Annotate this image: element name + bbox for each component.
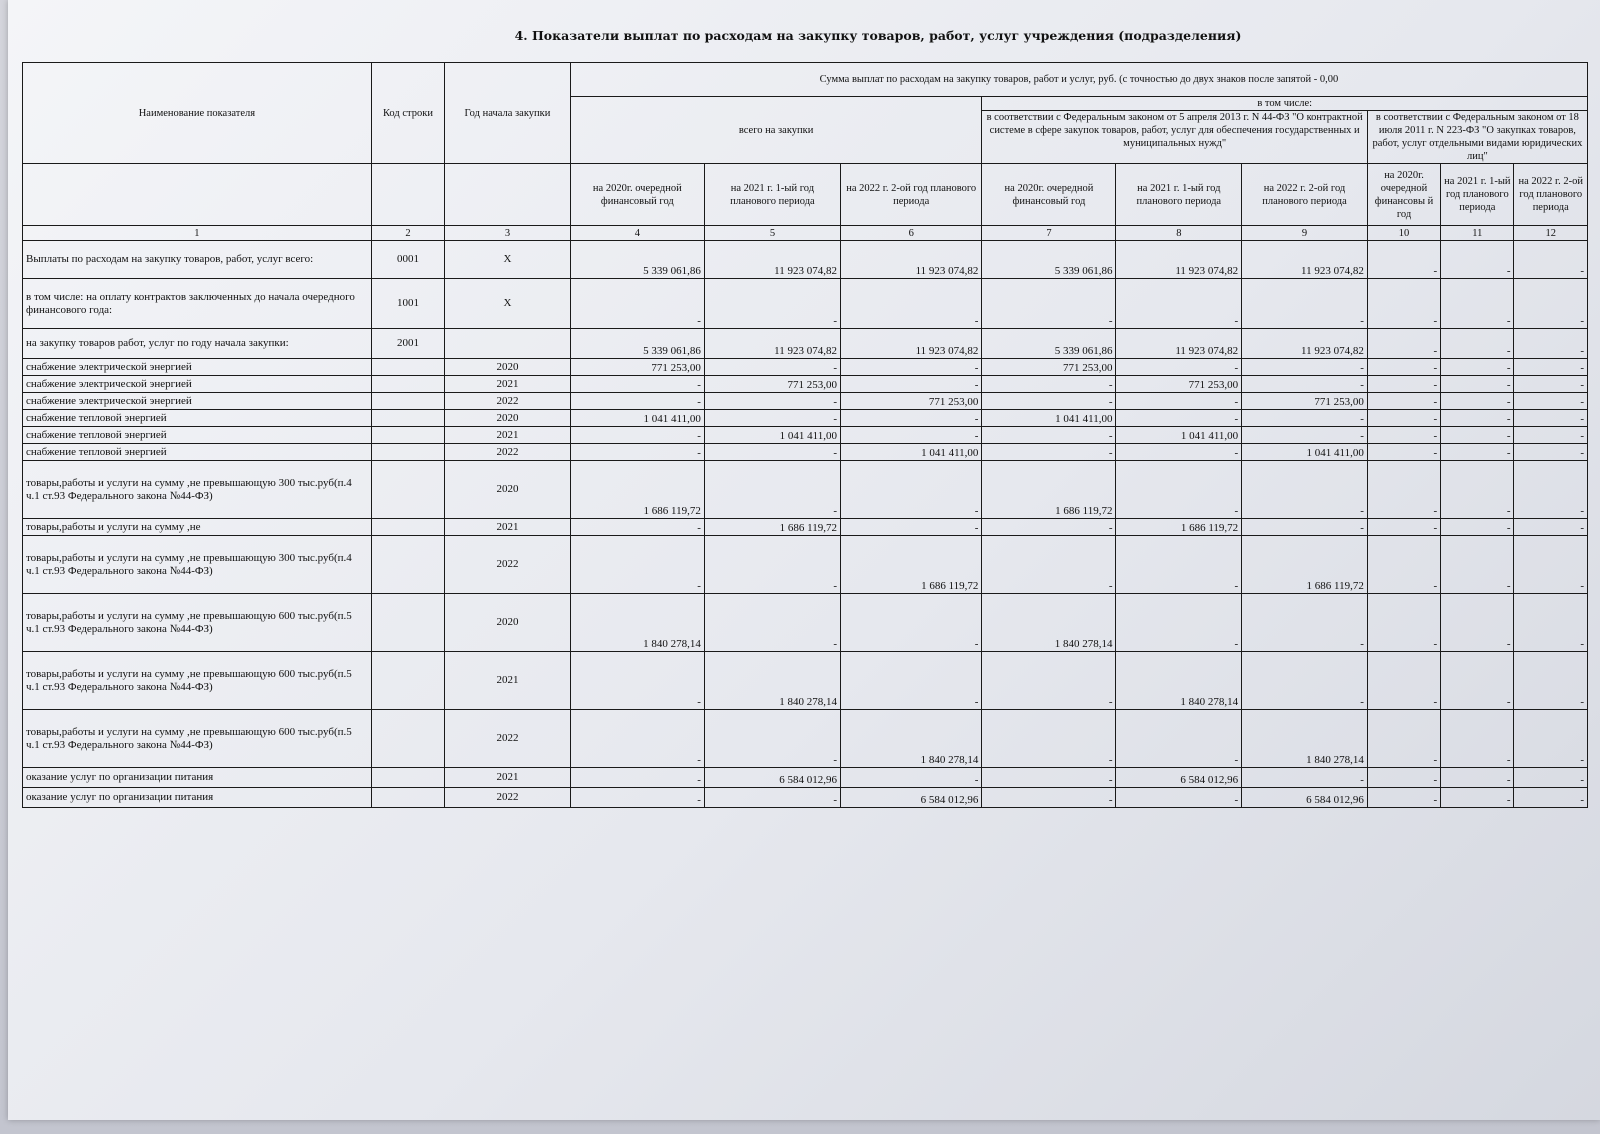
amount-col-10: -	[1367, 393, 1440, 410]
amount-col-10: -	[1367, 427, 1440, 444]
row-code	[371, 594, 444, 652]
purchase-year: 2020	[445, 359, 571, 376]
amount-col-11: -	[1441, 788, 1514, 808]
amount-col-4: -	[570, 536, 704, 594]
amount-col-12: -	[1514, 519, 1588, 536]
row-code	[371, 393, 444, 410]
header-blank-1	[23, 164, 372, 226]
purchase-year: 2020	[445, 461, 571, 519]
purchase-year: 2021	[445, 652, 571, 710]
column-number: 4	[570, 226, 704, 241]
header-col-5: на 2021 г. 1-ый год планового периода	[704, 164, 840, 226]
amount-col-9: -	[1242, 461, 1368, 519]
amount-col-8: 1 041 411,00	[1116, 427, 1242, 444]
amount-col-10: -	[1367, 594, 1440, 652]
column-number: 5	[704, 226, 840, 241]
header-name: Наименование показателя	[23, 63, 372, 164]
amount-col-8: -	[1116, 594, 1242, 652]
amount-col-5: -	[704, 393, 840, 410]
amount-col-10: -	[1367, 241, 1440, 279]
amount-col-12: -	[1514, 461, 1588, 519]
header-code: Код строки	[371, 63, 444, 164]
amount-col-6: 1 840 278,14	[841, 710, 982, 768]
indicator-name: Выплаты по расходам на закупку товаров, работ, услуг всего:	[23, 241, 372, 279]
column-number: 11	[1441, 226, 1514, 241]
amount-col-4: -	[570, 279, 704, 329]
amount-col-11: -	[1441, 444, 1514, 461]
table-row	[23, 768, 1588, 788]
amount-col-6: 1 686 119,72	[841, 536, 982, 594]
amount-col-7: -	[982, 652, 1116, 710]
amount-col-6: -	[841, 427, 982, 444]
amount-col-11: -	[1441, 376, 1514, 393]
purchase-year: 2021	[445, 519, 571, 536]
amount-col-8: -	[1116, 279, 1242, 329]
purchase-year: X	[445, 241, 571, 279]
amount-col-7: -	[982, 519, 1116, 536]
amount-col-9: -	[1242, 519, 1368, 536]
indicator-name: товары,работы и услуги на сумму ,не превышающую 600 тыс.руб(п.5 ч.1 ст.93 Федерального закона №44-ФЗ)	[23, 710, 372, 768]
header-col-8: на 2021 г. 1-ый год планового периода	[1116, 164, 1242, 226]
amount-col-12: -	[1514, 241, 1588, 279]
amount-col-7: -	[982, 788, 1116, 808]
indicator-name: снабжение электрической энергией	[23, 376, 372, 393]
amount-col-8: 1 840 278,14	[1116, 652, 1242, 710]
amount-col-12: -	[1514, 359, 1588, 376]
amount-col-10: -	[1367, 410, 1440, 427]
indicator-name: товары,работы и услуги на сумму ,не	[23, 519, 372, 536]
header-col-11: на 2021 г. 1-ый год планового периода	[1441, 164, 1514, 226]
amount-col-9: -	[1242, 359, 1368, 376]
column-number: 10	[1367, 226, 1440, 241]
amount-col-10: -	[1367, 710, 1440, 768]
row-code	[371, 652, 444, 710]
amount-col-5: -	[704, 788, 840, 808]
column-number: 12	[1514, 226, 1588, 241]
amount-col-4: 1 840 278,14	[570, 594, 704, 652]
amount-col-11: -	[1441, 241, 1514, 279]
amount-col-10: -	[1367, 444, 1440, 461]
column-number: 9	[1242, 226, 1368, 241]
amount-col-11: -	[1441, 279, 1514, 329]
column-number: 3	[445, 226, 571, 241]
amount-col-4: -	[570, 376, 704, 393]
amount-col-7: -	[982, 393, 1116, 410]
amount-col-9: 1 041 411,00	[1242, 444, 1368, 461]
indicator-name: в том числе: на оплату контрактов заключенных до начала очередного финансового года:	[23, 279, 372, 329]
amount-col-9: -	[1242, 652, 1368, 710]
purchase-year: 2021	[445, 768, 571, 788]
amount-col-10: -	[1367, 279, 1440, 329]
amount-col-9: 11 923 074,82	[1242, 241, 1368, 279]
amount-col-5: 1 840 278,14	[704, 652, 840, 710]
amount-col-9: -	[1242, 279, 1368, 329]
table-row	[23, 536, 1588, 594]
amount-col-9: -	[1242, 427, 1368, 444]
row-code	[371, 410, 444, 427]
amount-col-11: -	[1441, 594, 1514, 652]
amount-col-8: 11 923 074,82	[1116, 329, 1242, 359]
amount-col-6: -	[841, 594, 982, 652]
amount-col-7: 5 339 061,86	[982, 241, 1116, 279]
table-row	[23, 427, 1588, 444]
amount-col-4: -	[570, 710, 704, 768]
amount-col-5: -	[704, 359, 840, 376]
amount-col-12: -	[1514, 788, 1588, 808]
amount-col-9: 11 923 074,82	[1242, 329, 1368, 359]
amount-col-11: -	[1441, 359, 1514, 376]
amount-col-10: -	[1367, 768, 1440, 788]
table-body	[23, 241, 1588, 808]
amount-col-9: -	[1242, 376, 1368, 393]
amount-col-11: -	[1441, 710, 1514, 768]
row-code	[371, 444, 444, 461]
amount-col-10: -	[1367, 461, 1440, 519]
table-row	[23, 329, 1588, 359]
amount-col-5: -	[704, 279, 840, 329]
amount-col-11: -	[1441, 652, 1514, 710]
amount-col-10: -	[1367, 519, 1440, 536]
amount-col-11: -	[1441, 329, 1514, 359]
amount-col-7: -	[982, 279, 1116, 329]
amount-col-12: -	[1514, 536, 1588, 594]
amount-col-7: 1 686 119,72	[982, 461, 1116, 519]
amount-col-10: -	[1367, 536, 1440, 594]
column-number: 8	[1116, 226, 1242, 241]
purchase-year: 2022	[445, 444, 571, 461]
amount-col-11: -	[1441, 393, 1514, 410]
amount-col-9: -	[1242, 594, 1368, 652]
amount-col-6: -	[841, 410, 982, 427]
row-code	[371, 788, 444, 808]
amount-col-6: 771 253,00	[841, 393, 982, 410]
amount-col-7: 1 840 278,14	[982, 594, 1116, 652]
row-code	[371, 359, 444, 376]
amount-col-12: -	[1514, 279, 1588, 329]
amount-col-6: -	[841, 652, 982, 710]
amount-col-5: 6 584 012,96	[704, 768, 840, 788]
amount-col-8: -	[1116, 359, 1242, 376]
amount-col-8: -	[1116, 536, 1242, 594]
amount-col-9: 771 253,00	[1242, 393, 1368, 410]
purchase-year: 2022	[445, 393, 571, 410]
amount-col-11: -	[1441, 410, 1514, 427]
amount-col-12: -	[1514, 594, 1588, 652]
amount-col-5: 1 041 411,00	[704, 427, 840, 444]
column-number: 6	[841, 226, 982, 241]
column-numbers-row	[23, 226, 1588, 241]
amount-col-6: -	[841, 279, 982, 329]
amount-col-5: 11 923 074,82	[704, 241, 840, 279]
row-code	[371, 710, 444, 768]
amount-col-12: -	[1514, 376, 1588, 393]
indicator-name: снабжение электрической энергией	[23, 393, 372, 410]
amount-col-10: -	[1367, 788, 1440, 808]
amount-col-6: -	[841, 768, 982, 788]
header-year: Год начала закупки	[445, 63, 571, 164]
purchase-year: 2020	[445, 410, 571, 427]
row-code: 1001	[371, 279, 444, 329]
amount-col-11: -	[1441, 768, 1514, 788]
amount-col-8: 6 584 012,96	[1116, 768, 1242, 788]
table-row	[23, 393, 1588, 410]
amount-col-6: 1 041 411,00	[841, 444, 982, 461]
amount-col-10: -	[1367, 329, 1440, 359]
column-number: 7	[982, 226, 1116, 241]
amount-col-11: -	[1441, 427, 1514, 444]
row-code: 2001	[371, 329, 444, 359]
amount-col-5: -	[704, 536, 840, 594]
table-row	[23, 519, 1588, 536]
amount-col-8: -	[1116, 788, 1242, 808]
amount-col-12: -	[1514, 652, 1588, 710]
indicator-name: оказание услуг по организации питания	[23, 768, 372, 788]
header-col-12: на 2022 г. 2-ой год планового периода	[1514, 164, 1588, 226]
amount-col-12: -	[1514, 768, 1588, 788]
table-row	[23, 710, 1588, 768]
amount-col-8: -	[1116, 444, 1242, 461]
indicator-name: товары,работы и услуги на сумму ,не превышающую 300 тыс.руб(п.4 ч.1 ст.93 Федерального закона №44-ФЗ)	[23, 461, 372, 519]
header-blank-3	[445, 164, 571, 226]
amount-col-4: -	[570, 444, 704, 461]
amount-col-12: -	[1514, 710, 1588, 768]
amount-col-4: 771 253,00	[570, 359, 704, 376]
amount-col-8: 771 253,00	[1116, 376, 1242, 393]
indicator-name: товары,работы и услуги на сумму ,не превышающую 600 тыс.руб(п.5 ч.1 ст.93 Федерального закона №44-ФЗ)	[23, 594, 372, 652]
amount-col-9: -	[1242, 768, 1368, 788]
amount-col-10: -	[1367, 359, 1440, 376]
indicator-name: снабжение тепловой энергией	[23, 410, 372, 427]
column-number: 1	[23, 226, 372, 241]
amount-col-9: 6 584 012,96	[1242, 788, 1368, 808]
amount-col-7: -	[982, 536, 1116, 594]
amount-col-10: -	[1367, 652, 1440, 710]
amount-col-7: 5 339 061,86	[982, 329, 1116, 359]
header-total-group: всего на закупки	[570, 97, 982, 164]
payments-table	[22, 62, 1588, 808]
amount-col-11: -	[1441, 536, 1514, 594]
amount-col-7: -	[982, 427, 1116, 444]
table-row	[23, 410, 1588, 427]
amount-col-6: -	[841, 519, 982, 536]
amount-col-4: -	[570, 788, 704, 808]
header-col-9: на 2022 г. 2-ой год планового периода	[1242, 164, 1368, 226]
amount-col-7: -	[982, 768, 1116, 788]
header-col-6: на 2022 г. 2-ой год планового периода	[841, 164, 982, 226]
page-title: 4. Показатели выплат по расходам на закупку товаров, работ, услуг учреждения (подразделения)	[514, 28, 1242, 43]
purchase-year: 2022	[445, 788, 571, 808]
amount-col-7: 771 253,00	[982, 359, 1116, 376]
amount-col-8: -	[1116, 710, 1242, 768]
amount-col-9: 1 840 278,14	[1242, 710, 1368, 768]
table-row	[23, 241, 1588, 279]
table-row	[23, 594, 1588, 652]
amount-col-5: -	[704, 710, 840, 768]
column-number: 2	[371, 226, 444, 241]
row-code	[371, 536, 444, 594]
purchase-year: 2022	[445, 710, 571, 768]
table-row	[23, 279, 1588, 329]
amount-col-6: -	[841, 461, 982, 519]
header-col-4: на 2020г. очередной финансовый год	[570, 164, 704, 226]
purchase-year: 2022	[445, 536, 571, 594]
header-sum-title: Сумма выплат по расходам на закупку товаров, работ и услуг, руб. (с точностью до двух знаков после запятой - 0,00	[570, 63, 1587, 97]
header-col-7: на 2020г. очередной финансовый год	[982, 164, 1116, 226]
amount-col-8: -	[1116, 410, 1242, 427]
amount-col-8: -	[1116, 393, 1242, 410]
amount-col-9: -	[1242, 410, 1368, 427]
amount-col-4: -	[570, 519, 704, 536]
amount-col-4: 1 041 411,00	[570, 410, 704, 427]
amount-col-5: -	[704, 444, 840, 461]
amount-col-10: -	[1367, 376, 1440, 393]
amount-col-4: -	[570, 393, 704, 410]
table-row	[23, 788, 1588, 808]
row-code	[371, 461, 444, 519]
amount-col-12: -	[1514, 329, 1588, 359]
header-fz223-group: в соответствии с Федеральным законом от 18 июля 2011 г. N 223-ФЗ "О закупках товаров, работ, услуг отдельными видами юридических лиц"	[1367, 111, 1587, 164]
table-row	[23, 376, 1588, 393]
amount-col-4: -	[570, 652, 704, 710]
header-fz44-group: в соответствии с Федеральным законом от 5 апреля 2013 г. N 44-ФЗ "О контрактной системе в сфере закупок товаров, работ, услуг для обеспечения государственных и муниципальных нужд"	[982, 111, 1367, 164]
indicator-name: снабжение тепловой энергией	[23, 427, 372, 444]
amount-col-4: 1 686 119,72	[570, 461, 704, 519]
table-row	[23, 444, 1588, 461]
amount-col-8: 11 923 074,82	[1116, 241, 1242, 279]
amount-col-4: -	[570, 427, 704, 444]
purchase-year: X	[445, 279, 571, 329]
amount-col-4: -	[570, 768, 704, 788]
indicator-name: на закупку товаров работ, услуг по году начала закупки:	[23, 329, 372, 359]
amount-col-9: 1 686 119,72	[1242, 536, 1368, 594]
indicator-name: оказание услуг по организации питания	[23, 788, 372, 808]
purchase-year	[445, 329, 571, 359]
amount-col-6: -	[841, 376, 982, 393]
indicator-name: снабжение тепловой энергией	[23, 444, 372, 461]
amount-col-11: -	[1441, 519, 1514, 536]
table-row	[23, 359, 1588, 376]
purchase-year: 2020	[445, 594, 571, 652]
row-code	[371, 427, 444, 444]
amount-col-5: -	[704, 461, 840, 519]
indicator-name: товары,работы и услуги на сумму ,не превышающую 600 тыс.руб(п.5 ч.1 ст.93 Федерального закона №44-ФЗ)	[23, 652, 372, 710]
row-code	[371, 376, 444, 393]
amount-col-6: 6 584 012,96	[841, 788, 982, 808]
header-including: в том числе:	[982, 97, 1588, 111]
purchase-year: 2021	[445, 376, 571, 393]
amount-col-6: 11 923 074,82	[841, 329, 982, 359]
amount-col-7: 1 041 411,00	[982, 410, 1116, 427]
amount-col-7: -	[982, 710, 1116, 768]
header-blank-2	[371, 164, 444, 226]
amount-col-12: -	[1514, 444, 1588, 461]
amount-col-5: 771 253,00	[704, 376, 840, 393]
amount-col-5: -	[704, 410, 840, 427]
indicator-name: товары,работы и услуги на сумму ,не превышающую 300 тыс.руб(п.4 ч.1 ст.93 Федерального закона №44-ФЗ)	[23, 536, 372, 594]
row-code	[371, 768, 444, 788]
amount-col-7: -	[982, 444, 1116, 461]
amount-col-12: -	[1514, 410, 1588, 427]
table-row	[23, 461, 1588, 519]
purchase-year: 2021	[445, 427, 571, 444]
amount-col-8: -	[1116, 461, 1242, 519]
amount-col-12: -	[1514, 393, 1588, 410]
row-code: 0001	[371, 241, 444, 279]
header-subcolumns-row	[23, 164, 1588, 226]
amount-col-6: -	[841, 359, 982, 376]
table-row	[23, 652, 1588, 710]
amount-col-4: 5 339 061,86	[570, 329, 704, 359]
amount-col-5: -	[704, 594, 840, 652]
amount-col-12: -	[1514, 427, 1588, 444]
amount-col-11: -	[1441, 461, 1514, 519]
amount-col-6: 11 923 074,82	[841, 241, 982, 279]
amount-col-7: -	[982, 376, 1116, 393]
header-col-10: на 2020г. очередной финансовы й год	[1367, 164, 1440, 226]
indicator-name: снабжение электрической энергией	[23, 359, 372, 376]
amount-col-5: 11 923 074,82	[704, 329, 840, 359]
amount-col-4: 5 339 061,86	[570, 241, 704, 279]
amount-col-5: 1 686 119,72	[704, 519, 840, 536]
row-code	[371, 519, 444, 536]
amount-col-8: 1 686 119,72	[1116, 519, 1242, 536]
